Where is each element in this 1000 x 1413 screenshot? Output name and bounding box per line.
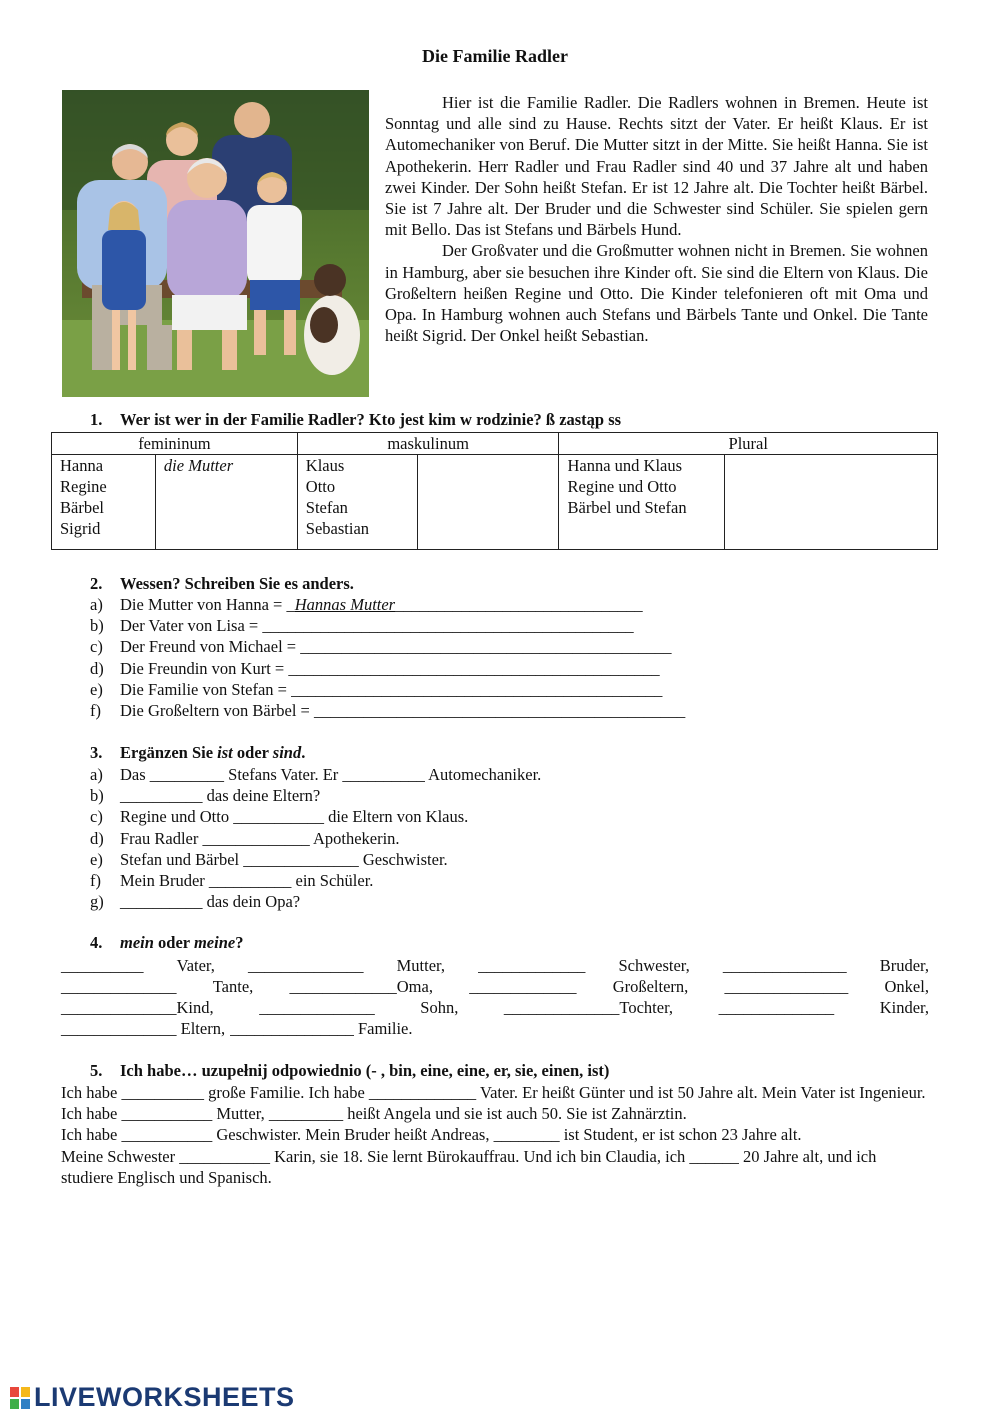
item-text: Der Freund von Michael = xyxy=(120,637,301,657)
q3-item-a[interactable] xyxy=(90,764,541,785)
plural-name: Bärbel und Stefan xyxy=(567,498,687,517)
answer-field-c[interactable]: _____________________________________________ xyxy=(300,637,672,657)
q5-number: 5. xyxy=(90,1061,103,1080)
q2-item-c xyxy=(90,636,685,657)
item-letter: f) xyxy=(90,701,101,721)
mask-name: Sebastian xyxy=(305,519,370,538)
q2-items xyxy=(90,594,685,721)
mask-names-cell xyxy=(297,455,417,550)
item-text: Der Vater von Lisa = xyxy=(120,616,263,636)
item-letter: a) xyxy=(90,765,103,784)
q5-line: Ich habe __________ große Familie. Ich habe _____________ Vater. Er heißt Günter und ist 50 Jahre alt. Mein Vater ist Ingenieur. xyxy=(61,1083,926,1102)
q3-item-f[interactable] xyxy=(90,870,541,891)
answer-field-f[interactable]: _____________________________________________ xyxy=(313,701,686,721)
answer-field-b[interactable]: _____________________________________________ xyxy=(262,616,634,636)
family-table xyxy=(51,432,938,550)
q3-text-sind: sind xyxy=(272,743,302,762)
answer-field-d[interactable]: _____________________________________________ xyxy=(288,658,660,678)
word: ______________ Eltern, xyxy=(61,1019,226,1038)
item-text: Frau Radler _____________ Apothekerin. xyxy=(120,828,400,848)
item-letter: c) xyxy=(90,807,103,827)
q3-text: Ergänzen Sie xyxy=(120,743,218,762)
word: Mutter, xyxy=(396,956,445,975)
mask-name: Klaus xyxy=(305,456,345,475)
item-letter: e) xyxy=(90,679,103,699)
q3-item-g[interactable] xyxy=(90,891,541,912)
item-letter: g) xyxy=(90,892,104,912)
item-text: Die Großeltern von Bärbel = xyxy=(120,701,314,721)
q5-text: Ich habe… uzupełnij odpowiednio (- , bin, eine, eine, er, sie, einen, ist) xyxy=(120,1061,610,1080)
q3-text-end: . xyxy=(301,743,306,762)
item-text: Die Familie von Stefan = xyxy=(120,679,292,699)
item-letter: c) xyxy=(90,637,103,657)
answer-field-e[interactable]: _____________________________________________ xyxy=(291,679,663,699)
family-photo-illustration xyxy=(62,90,369,397)
item-text: Die Freundin von Kurt = xyxy=(120,658,289,678)
q2-item-d xyxy=(90,658,685,679)
word: Sohn, xyxy=(420,998,459,1017)
word: Bruder, xyxy=(879,956,929,975)
fem-name: Regine xyxy=(60,477,107,496)
logo-cubes-icon xyxy=(10,1387,30,1409)
q1-text: Wer ist wer in der Familie Radler? Kto jest kim w rodzinie? ß zastąp ss xyxy=(120,410,622,429)
q3-item-b[interactable] xyxy=(90,785,541,806)
item-letter: d) xyxy=(90,828,104,848)
item-letter: d) xyxy=(90,658,104,678)
family-photo xyxy=(62,90,369,397)
blank-line: _____________ xyxy=(478,956,586,975)
q4-text-mein: mein xyxy=(120,933,154,952)
word: _______________ Familie. xyxy=(230,1019,413,1038)
q4-fill-grid xyxy=(61,955,929,1039)
intro-text xyxy=(385,92,928,346)
q4-line-3[interactable] xyxy=(61,997,929,1018)
intro-paragraph-1: Hier ist die Familie Radler. Die Radlers wohnen in Bremen. Heute ist Sonntag und alle sind zu Hause. Rechts sitzt der Vater. Er heißt Klaus. Er ist Automechaniker von Beruf. Die Mutter sitzt in der Mitte. Sie heißt Hanna. Sie ist Apothekerin. Herr Radler und Frau Radler sind 40 und 37 Jahre alt und haben zwei Kinder. Der Sohn heißt Stefan. Er ist 12 Jahre alt. Die Tochter heißt Bärbel. Sie ist 7 Jahre alt. Der Bruder und die Schwester sind Schüler. Sie spielen gern mit Bello. Das ist Stefans und Bärbels Hund. xyxy=(385,93,928,240)
q4-text-meine: meine xyxy=(193,933,236,952)
mask-answer-cell[interactable] xyxy=(417,455,559,550)
q5-text-block[interactable] xyxy=(61,1082,931,1188)
q4-number: 4. xyxy=(90,933,103,952)
q5-line: Ich habe ___________ Mutter, _________ heißt Angela und sie ist auch 50. Sie ist Zahnärztin. xyxy=(61,1104,687,1124)
mask-name: Stefan xyxy=(305,498,348,517)
item-text: Die Mutter von Hanna = _ xyxy=(120,595,295,614)
header-plural: Plural xyxy=(559,433,938,455)
q5-line: Ich habe ___________ Geschwister. Mein Bruder heißt Andreas, ________ ist Student, er ist schon 23 Jahre alt. xyxy=(61,1125,802,1145)
word: ______________Kind, xyxy=(61,998,214,1017)
q2-item-f xyxy=(90,700,685,721)
q4-line-1[interactable] xyxy=(61,955,929,976)
item-text: Das _________ Stefans Vater. Er __________ Automechaniker. xyxy=(120,765,542,784)
plural-answer-cell[interactable] xyxy=(725,455,938,550)
q3-item-d[interactable] xyxy=(90,828,541,849)
q4-line-2[interactable] xyxy=(61,976,929,997)
fem-name: Bärbel xyxy=(60,498,104,517)
blank-line: ______________ xyxy=(61,977,177,996)
item-text: __________ das deine Eltern? xyxy=(120,786,321,806)
fem-answer-cell[interactable] xyxy=(155,455,297,550)
blank-line: ______________ xyxy=(248,956,364,975)
plural-names-cell xyxy=(559,455,725,550)
fem-name: Sigrid xyxy=(60,519,101,538)
word: Großeltern, xyxy=(612,977,689,996)
item-text: Stefan und Bärbel ______________ Geschwister. xyxy=(120,849,448,869)
item-letter: b) xyxy=(90,616,104,636)
q4-text-end: ? xyxy=(235,933,244,952)
word: Kinder, xyxy=(879,998,929,1017)
intro-paragraph-2: Der Großvater und die Großmutter wohnen nicht in Bremen. Sie wohnen in Hamburg, aber sie besuchen ihre Kinder oft. Sie sind die Eltern von Klaus. Die Großeltern heißen Regine und Otto. Die Kinder telefonieren oft mit Oma und Opa. In Hamburg wohnen auch Stefans und Bärbels Tante und Onkel. Die Tante heißt Sigrid. Der Onkel heißt Sebastian. xyxy=(385,241,928,346)
q5-line: Meine Schwester ___________ Karin, sie 18. Sie lernt Bürokauffrau. Und ich bin Claudia, ich ______ 20 Jahre alt, und ich studiere Englisch und Spanisch. xyxy=(61,1146,877,1187)
item-text: Mein Bruder __________ ein Schüler. xyxy=(120,871,374,891)
q2-item-b xyxy=(90,615,685,636)
plural-name: Hanna und Klaus xyxy=(567,456,683,475)
word: ______________Tochter, xyxy=(503,998,674,1017)
q5-heading xyxy=(90,1061,609,1081)
header-femininum: femininum xyxy=(52,433,298,455)
logo-text: LIVEWORKSHEETS xyxy=(34,1382,295,1412)
q3-text-ist: ist xyxy=(217,743,233,762)
q2-heading xyxy=(90,573,354,594)
item-letter: b) xyxy=(90,786,104,806)
blank-line: ______________________________ xyxy=(395,595,643,614)
item-letter: a) xyxy=(90,595,103,614)
q2-section xyxy=(90,573,354,594)
word: _____________Oma, xyxy=(289,977,433,996)
blank-line: _____________ xyxy=(469,977,577,996)
word: Onkel, xyxy=(884,977,929,996)
word: Tante, xyxy=(212,977,254,996)
q4-text-oder: oder xyxy=(153,933,194,952)
liveworksheets-logo[interactable] xyxy=(10,1382,295,1413)
q2-item-e xyxy=(90,679,685,700)
q3-item-e[interactable] xyxy=(90,849,541,870)
item-text: __________ das dein Opa? xyxy=(120,892,301,912)
plural-name: Regine und Otto xyxy=(567,477,677,496)
item-text: Regine und Otto ___________ die Eltern von Klaus. xyxy=(120,807,469,827)
fem-names-cell xyxy=(52,455,156,550)
header-maskulinum: maskulinum xyxy=(297,433,559,455)
word: Schwester, xyxy=(618,956,690,975)
q2-number: 2. xyxy=(90,574,103,593)
q1-number: 1. xyxy=(90,410,103,429)
q3-items xyxy=(90,764,541,912)
blank-line: _______________ xyxy=(722,956,847,975)
page-title: Die Familie Radler xyxy=(422,46,568,66)
q3-item-c[interactable] xyxy=(90,806,541,827)
q2-text: Wessen? Schreiben Sie es anders. xyxy=(120,574,354,593)
q2-item-a xyxy=(90,594,685,615)
q4-heading xyxy=(90,933,243,953)
q4-line-4[interactable] xyxy=(61,1018,929,1039)
blank-line: ______________ xyxy=(718,998,835,1017)
blank-line: __________ xyxy=(61,956,144,975)
answer-field-a[interactable]: Hannas Mutter xyxy=(294,595,396,614)
word: Vater, xyxy=(176,956,215,975)
fem-name: Hanna xyxy=(60,456,104,475)
fem-example-answer: die Mutter xyxy=(163,456,234,475)
q1-heading xyxy=(90,410,621,430)
blank-line: _______________ xyxy=(724,977,849,996)
q3-heading xyxy=(90,743,305,763)
blank-line: ______________ xyxy=(259,998,375,1017)
q3-number: 3. xyxy=(90,743,103,762)
item-letter: f) xyxy=(90,871,101,891)
mask-name: Otto xyxy=(305,477,336,496)
item-letter: e) xyxy=(90,849,103,869)
q3-text-oder: oder xyxy=(232,743,273,762)
